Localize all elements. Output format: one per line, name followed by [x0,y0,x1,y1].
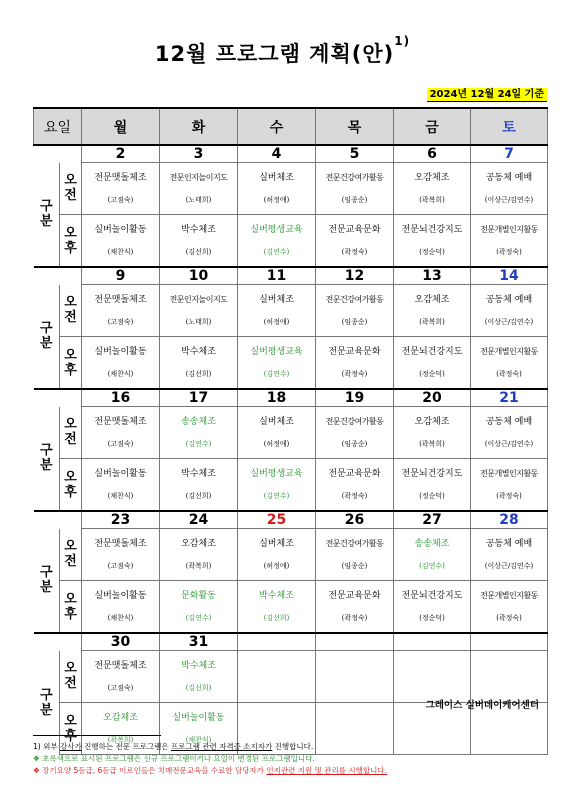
program-cell [82,285,160,337]
program-cell [238,337,316,390]
program-teacher: (정순덕) [419,492,445,500]
program-teacher: (이상근/김연수) [484,318,534,326]
program-cell [316,529,394,581]
program-name: 실버놀이활동 [172,713,225,723]
program-teacher: (곽정숙) [496,614,522,622]
basis-date: 2024년 12월 24일 기준 [427,88,547,102]
date-cell: 9 [82,267,160,285]
program-cell [316,703,394,755]
program-name: 전문뇌건강지도 [401,225,463,235]
pm-label: 오후 [60,581,82,634]
program-teacher: (김선희) [185,370,212,378]
program-teacher: (정순덕) [419,614,445,622]
program-cell [82,651,160,703]
date-cell: 25 [238,511,316,529]
program-cell [394,459,471,512]
program-cell [394,337,471,390]
program-cell [394,163,471,215]
date-cell: 13 [394,267,471,285]
date-cell: 23 [82,511,160,529]
program-teacher: (채찬식) [107,492,134,500]
program-teacher: (허정애) [263,440,290,448]
program-cell [160,163,238,215]
program-name: 전문맷돌체조 [94,173,147,183]
weekday-tue: 화 [160,108,238,145]
am-label: 오전 [60,407,82,459]
program-teacher: (채찬식) [107,248,134,256]
program-teacher: (김연수) [263,370,290,378]
date-cell: 11 [238,267,316,285]
program-teacher: (김연수) [185,440,212,448]
program-teacher: (이상근/김연수) [484,196,534,204]
program-cell [160,459,238,512]
program-cell [238,651,316,703]
pm-label: 오후 [60,337,82,390]
program-name: 전문교육문화 [328,225,381,235]
program-teacher: (김연수) [419,562,445,570]
date-cell: 24 [160,511,238,529]
am-label: 오전 [60,529,82,581]
program-cell [316,285,394,337]
program-name: 전문인지놀이지도 [169,173,228,182]
program-name: 박수체조 [181,347,216,357]
weekday-sat: 토 [471,108,548,145]
program-teacher: (허정애) [263,196,290,204]
program-cell [316,459,394,512]
program-teacher: (채찬식) [185,736,212,744]
program-cell [316,407,394,459]
date-cell: 7 [471,145,548,163]
program-teacher: (채찬식) [107,614,134,622]
program-cell [316,163,394,215]
date-cell: 14 [471,267,548,285]
program-cell [160,285,238,337]
program-teacher: (정순덕) [419,248,445,256]
program-name: 공동체 예배 [485,417,533,427]
program-cell [160,337,238,390]
program-teacher: (이상근/김연수) [484,562,534,570]
gubun-label: 구분 [34,163,60,268]
date-cell: 26 [316,511,394,529]
program-cell [82,215,160,268]
program-name: 오감체조 [414,173,450,183]
program-name: 전문교육문화 [328,591,381,601]
gubun-label: 구분 [34,529,60,634]
program-name: 전문뇌건강지도 [401,469,463,479]
date-cell: 16 [82,389,160,407]
program-name: 박수체조 [181,225,216,235]
gubun-label: 구분 [34,407,60,512]
program-cell [471,459,548,512]
program-name: 박수체조 [181,469,216,479]
program-name: 전문개별인지활동 [480,469,538,478]
am-label: 오전 [60,163,82,215]
program-teacher: (정순덕) [419,370,445,378]
date-row [34,633,548,651]
program-name: 전문건강여가활동 [325,539,384,548]
date-cell: 10 [160,267,238,285]
program-name: 전문건강여가활동 [325,417,384,426]
program-cell [394,651,471,703]
program-name: 송송체조 [414,539,450,549]
program-cell [471,529,548,581]
program-teacher: (김선희) [185,248,212,256]
program-cell [471,163,548,215]
program-teacher: (김연수) [263,492,290,500]
program-cell [82,459,160,512]
date-cell: 27 [394,511,471,529]
program-cell [82,337,160,390]
program-name: 송송체조 [181,417,216,427]
date-cell: 4 [238,145,316,163]
program-name: 전문건강여가활동 [325,173,384,182]
date-cell: 28 [471,511,548,529]
program-teacher: (임종순) [341,562,368,570]
program-name: 오감체조 [181,539,216,549]
program-cell [394,215,471,268]
date-cell: 21 [471,389,548,407]
program-cell [238,407,316,459]
date-row [34,511,548,529]
program-name: 전문개별인지활동 [480,225,538,234]
program-cell [394,529,471,581]
program-cell [316,651,394,703]
weekday-thu: 목 [316,108,394,145]
page-title: 12월 프로그램 계획(안)$^{1)}$ [154,34,411,66]
date-cell [238,633,316,651]
weekday-wed: 수 [238,108,316,145]
program-name: 실버체조 [259,173,294,183]
am-row [34,529,548,581]
program-cell [160,651,238,703]
program-teacher: (곽정숙) [341,614,368,622]
program-teacher: (김선희) [185,684,212,692]
program-teacher: (곽복희) [185,562,212,570]
program-teacher: (임종순) [341,196,368,204]
date-row-spacer [34,389,82,407]
program-cell [394,581,471,634]
date-row [34,145,548,163]
footnote-1: 1) 외부 강사가 진행하는 전문 프로그램은 프로그램 관련 자격증 소지자가 진행합니다. [33,742,314,751]
program-cell [160,581,238,634]
date-cell: 19 [316,389,394,407]
program-teacher: (노태희) [185,196,212,204]
program-cell [82,529,160,581]
program-cell [316,337,394,390]
program-cell [238,285,316,337]
program-teacher: (곽정숙) [341,492,368,500]
program-name: 실버놀이활동 [94,591,147,601]
program-cell [82,163,160,215]
program-cell [238,215,316,268]
program-name: 박수체조 [181,661,216,671]
program-cell [238,459,316,512]
date-cell: 17 [160,389,238,407]
weekday-header: 요일 [34,108,82,145]
program-name: 전문맷돌체조 [94,295,147,305]
program-name: 오감체조 [103,713,138,723]
date-cell: 31 [160,633,238,651]
program-teacher: (임종순) [341,318,368,326]
program-cell [238,581,316,634]
program-cell [160,407,238,459]
program-teacher: (곽정숙) [341,248,368,256]
program-teacher: (김연수) [185,614,212,622]
program-teacher: (곽복희) [107,736,134,744]
pm-row [34,581,548,634]
program-cell [471,651,548,703]
program-name: 실버평생교육 [250,347,303,357]
program-name: 실버놀이활동 [94,347,147,357]
program-cell [82,581,160,634]
program-teacher: (고점숙) [107,196,134,204]
date-cell: 5 [316,145,394,163]
program-name: 실버체조 [259,417,294,427]
program-name: 전문맷돌체조 [94,417,147,427]
am-row [34,651,548,703]
date-cell: 20 [394,389,471,407]
weekday-mon: 월 [82,108,160,145]
pm-label: 오후 [60,703,82,755]
date-cell: 6 [394,145,471,163]
program-cell [160,215,238,268]
program-name: 전문개별인지활동 [480,591,538,600]
footnote-2: ❖ 초록색으로 표시된 프로그램은 신규 프로그램이거나 요일이 변경된 프로그램입니다. [33,754,315,763]
program-name: 전문맷돌체조 [94,539,147,549]
am-row [34,407,548,459]
date-cell: 30 [82,633,160,651]
program-name: 전문인지놀이지도 [169,295,228,304]
am-label: 오전 [60,651,82,703]
program-cell [238,163,316,215]
program-teacher: (김선희) [263,614,290,622]
program-name: 공동체 예배 [485,173,533,183]
program-name: 박수체조 [259,591,294,601]
date-row-spacer [34,145,82,163]
program-teacher: (임종순) [341,440,368,448]
program-name: 실버체조 [259,295,294,305]
program-name: 전문건강여가활동 [325,295,384,304]
program-teacher: (곽정숙) [496,492,522,500]
program-teacher: (허정애) [263,562,290,570]
am-row [34,285,548,337]
footnote-divider [33,735,161,736]
program-name: 공동체 예배 [485,539,533,549]
program-teacher: (곽정숙) [341,370,368,378]
program-cell [160,529,238,581]
program-name: 전문개별인지활동 [480,347,538,356]
program-cell [471,337,548,390]
date-cell: 2 [82,145,160,163]
program-teacher: (곽정숙) [496,370,522,378]
program-teacher: (고점숙) [107,318,134,326]
program-name: 실버평생교육 [250,225,303,235]
footnote-ref: 1) [394,34,411,48]
date-row-spacer [34,267,82,285]
date-row [34,389,548,407]
program-cell [471,581,548,634]
program-name: 전문뇌건강지도 [401,591,463,601]
pm-row [34,215,548,268]
program-teacher: (곽복희) [419,440,445,448]
date-cell [316,633,394,651]
program-teacher: (이상근/김연수) [484,440,534,448]
date-cell [471,633,548,651]
am-label: 오전 [60,285,82,337]
program-name: 전문교육문화 [328,347,381,357]
program-name: 전문맷돌체조 [94,661,147,671]
pm-row [34,459,548,512]
program-name: 실버평생교육 [250,469,303,479]
program-teacher: (곽정숙) [496,248,522,256]
date-cell: 12 [316,267,394,285]
program-teacher: (곽복희) [419,318,445,326]
program-teacher: (노태희) [185,318,212,326]
program-cell [316,581,394,634]
date-row-spacer [34,511,82,529]
date-row [34,267,548,285]
diamond-icon: ❖ [33,766,40,775]
program-cell [238,529,316,581]
pm-label: 오후 [60,459,82,512]
program-cell [82,407,160,459]
date-cell: 18 [238,389,316,407]
program-cell [471,215,548,268]
schedule-table [33,107,548,755]
date-row-spacer [34,633,82,651]
am-row [34,163,548,215]
program-cell [316,215,394,268]
program-name: 실버놀이활동 [94,469,147,479]
program-name: 전문교육문화 [328,469,381,479]
program-name: 문화활동 [181,591,216,601]
pm-label: 오후 [60,215,82,268]
program-cell [394,407,471,459]
program-name: 전문뇌건강지도 [401,347,463,357]
program-teacher: (고점숙) [107,684,134,692]
diamond-icon: ❖ [33,754,40,763]
footnote-3: ❖ 장기요양 5등급, 6등급 이로인들은 치매전문교육을 수료한 담당자가 인지관련 지원 및 관리를 시행합니다. [33,766,387,775]
program-cell [394,285,471,337]
program-teacher: (채찬식) [107,370,134,378]
weekday-fri: 금 [394,108,471,145]
gubun-label: 구분 [34,285,60,390]
pm-row [34,337,548,390]
program-name: 실버체조 [259,539,294,549]
program-teacher: (김선희) [185,492,212,500]
date-cell [394,633,471,651]
program-teacher: (고점숙) [107,562,134,570]
gubun-label: 구분 [34,651,60,755]
program-name: 공동체 예배 [485,295,533,305]
program-teacher: (김연수) [263,248,290,256]
header-row [34,108,548,145]
program-cell [471,407,548,459]
program-teacher: (허정애) [263,318,290,326]
program-cell [471,285,548,337]
date-cell: 3 [160,145,238,163]
program-name: 오감체조 [414,295,450,305]
program-name: 오감체조 [414,417,450,427]
program-name: 실버놀이활동 [94,225,147,235]
center-name: 그레이스 실버데이케어센터 [425,700,539,711]
program-teacher: (곽복희) [419,196,445,204]
program-teacher: (고점숙) [107,440,134,448]
